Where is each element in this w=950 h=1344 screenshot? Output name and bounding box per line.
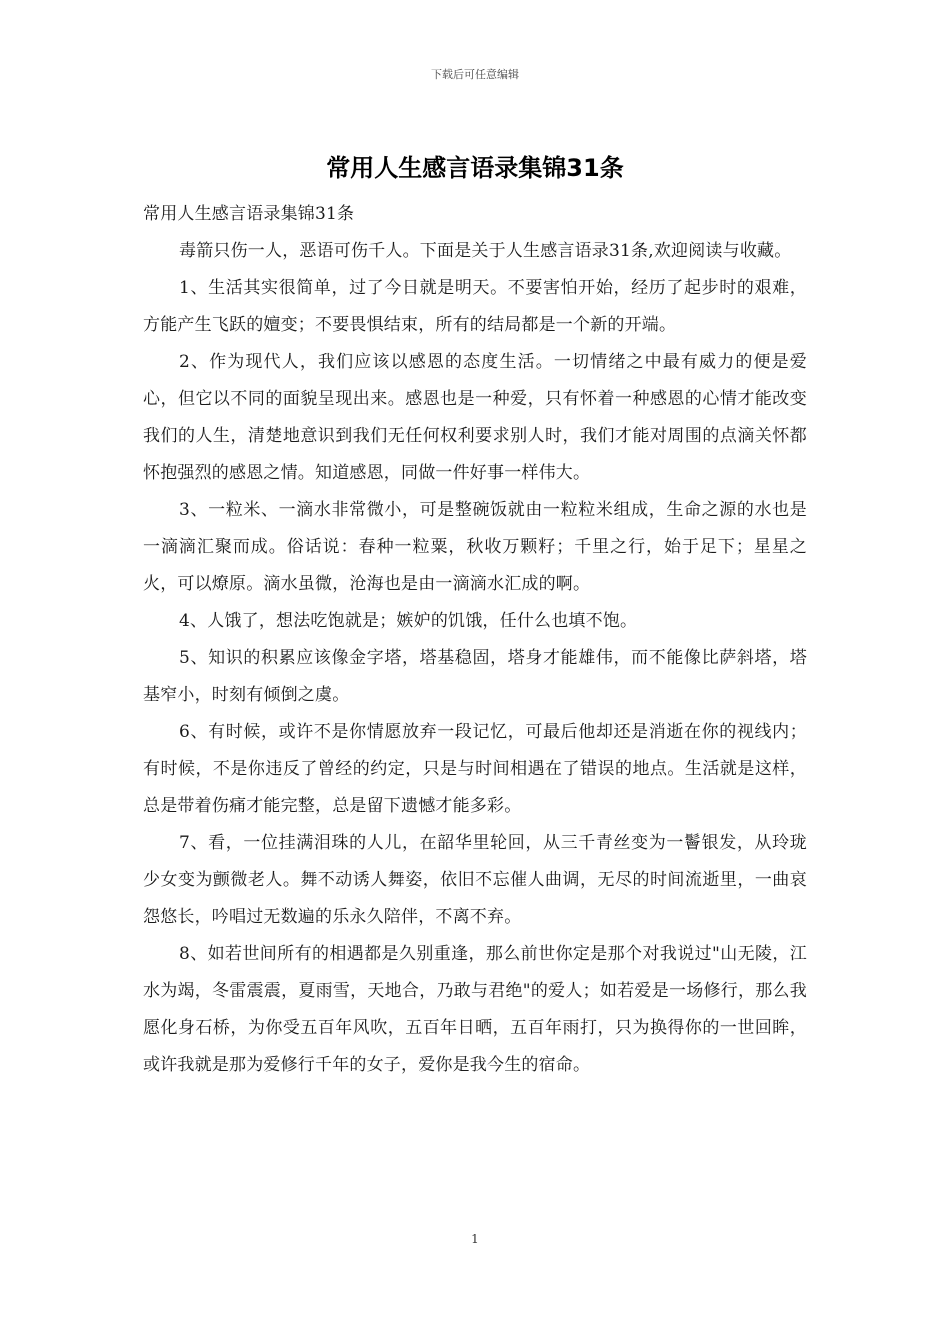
paragraph-3: 3、一粒米、一滴水非常微小，可是整碗饭就由一粒粒米组成，生命之源的水也是一滴滴汇聚而成。俗话说：春种一粒粟，秋收万颗籽；千里之行，始于足下；星星之火，可以燎原。滴水虽微，沧海也是由一滴滴水汇成的啊。 xyxy=(143,500,807,594)
paragraph-6: 6、有时候，或许不是你情愿放弃一段记忆，可最后他却还是消逝在你的视线内；有时候，不是你违反了曾经的约定，只是与时间相遇在了错误的地点。生活就是这样，总是带着伤痛才能完整，总是留下遗憾才能多彩。 xyxy=(143,722,807,816)
paragraph-2: 2、作为现代人，我们应该以感恩的态度生活。一切情绪之中最有威力的便是爱心，但它以不同的面貌呈现出来。感恩也是一种爱，只有怀着一种感恩的心情才能改变我们的人生，清楚地意识到我们无任何权利要求别人时，我们才能对周围的点滴关怀都怀抱强烈的感恩之情。知道感恩，同做一件好事一样伟大。 xyxy=(143,352,807,483)
document-subtitle: 常用人生感言语录集锦31条 xyxy=(143,204,355,224)
document-body xyxy=(143,196,807,1084)
paragraph-5: 5、知识的积累应该像金字塔，塔基稳固，塔身才能雄伟，而不能像比萨斜塔，塔基窄小，时刻有倾倒之虞。 xyxy=(143,648,807,705)
paragraph-4: 4、人饿了，想法吃饱就是；嫉妒的饥饿，任什么也填不饱。 xyxy=(179,611,638,631)
document-title: 常用人生感言语录集锦31条 xyxy=(326,154,624,182)
page-number: 1 xyxy=(471,1232,479,1246)
page-header-note: 下载后可任意编辑 xyxy=(431,68,519,81)
paragraph-8: 8、如若世间所有的相遇都是久别重逢，那么前世你定是那个对我说过"山无陵，江水为竭，冬雷震震，夏雨雪，天地合，乃敢与君绝"的爱人；如若爱是一场修行，那么我愿化身石桥，为你受五百年风吹，五百年日晒，五百年雨打，只为换得你的一世回眸，或许我就是那为爱修行千年的女子，爱你是我今生的宿命。 xyxy=(143,944,807,1075)
paragraph-7: 7、看，一位挂满泪珠的人儿，在韶华里轮回，从三千青丝变为一鬠银发，从玲珑少女变为颤微老人。舞不动诱人舞姿，依旧不忘催人曲调，无尽的时间流逝里，一曲哀怨悠长，吟唱过无数遍的乐永久陪伴，不离不弃。 xyxy=(143,833,807,927)
paragraph-intro: 毒箭只伤一人，恶语可伤千人。下面是关于人生感言语录31条,欢迎阅读与收藏。 xyxy=(179,241,792,261)
paragraph-1: 1、生活其实很简单，过了今日就是明天。不要害怕开始，经历了起步时的艰难，方能产生飞跃的嬗变；不要畏惧结束，所有的结局都是一个新的开端。 xyxy=(143,278,807,335)
